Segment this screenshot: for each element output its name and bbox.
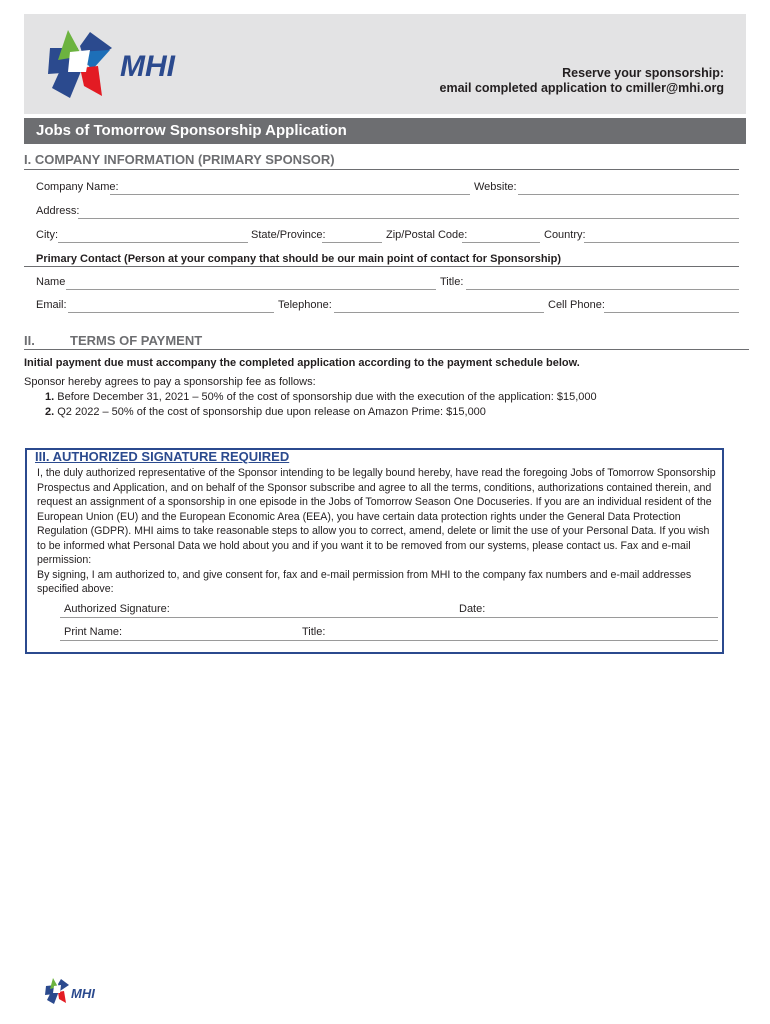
- state-label: State/Province:: [251, 229, 326, 241]
- name-field[interactable]: [66, 289, 436, 290]
- reserve-note: [440, 66, 724, 96]
- website-label: Website:: [474, 181, 517, 193]
- zip-field[interactable]: [462, 242, 540, 243]
- page-title: Jobs of Tomorrow Sponsorship Application: [36, 122, 347, 139]
- divider: [24, 349, 749, 350]
- authorization-paragraph: I, the duly authorized representative of the Sponsor intending to be legally bound hereby, have read the foregoing Jobs of Tomorrow Sponsorship Prospectus and Application, and on behalf of the Sponsor subscribe and agree to all the terms, conditions, authorizations contained therein, and request an assignment of a sponsorship in one episode in the Jobs of Tomorrow Season One Docuseries. If you are an individual resident of the European Union (EU) and the European Economic Area (EEA), you have certain data protection rights under the General Data Protection Regulation (GDPR). MHI aims to take reasonable steps to allow you to correct, amend, delete or limit the use of your Personal Data. If you wish to be informed what Personal Data we hold about you and if you want it to be removed from our systems, please contact us. Fax and e-mail permission:: [37, 467, 716, 566]
- telephone-field[interactable]: [334, 312, 544, 313]
- footer-wordmark: MHI: [71, 986, 95, 1001]
- section2-number: II.: [24, 333, 35, 348]
- country-label: Country:: [544, 229, 586, 241]
- star-icon: [45, 978, 69, 1004]
- section3-heading: III. AUTHORIZED SIGNATURE REQUIRED: [35, 449, 290, 464]
- item-number: 2.: [45, 406, 55, 418]
- consent-paragraph: By signing, I am authorized to, and give consent for, fax and e-mail permission from MHI to the company fax numbers and e-mail addresses specified above:: [37, 568, 692, 595]
- state-field[interactable]: [322, 242, 382, 243]
- company-name-label: Company Name:: [36, 181, 119, 193]
- email-label: Email:: [36, 299, 67, 311]
- star-icon: [48, 30, 112, 98]
- country-field[interactable]: [584, 242, 739, 243]
- payment-intro: Initial payment due must accompany the completed application according to the payment schedule below.: [24, 357, 580, 369]
- primary-contact-label: Primary Contact (Person at your company that should be our main point of contact for Sponsorship): [36, 253, 561, 265]
- company-name-field[interactable]: [110, 194, 470, 195]
- print-name-field[interactable]: [60, 640, 718, 641]
- telephone-label: Telephone:: [278, 299, 332, 311]
- mhi-logo: [40, 26, 230, 106]
- payment-item-2: [45, 405, 486, 420]
- item-text: Q2 2022 – 50% of the cost of sponsorship due upon release on Amazon Prime: $15,000: [57, 406, 486, 418]
- divider: [24, 266, 739, 267]
- payment-agree: Sponsor hereby agrees to pay a sponsorship fee as follows:: [24, 376, 316, 388]
- logo-wordmark: MHI: [120, 50, 175, 83]
- section2-heading: TERMS OF PAYMENT: [70, 333, 203, 348]
- item-number: 1.: [45, 391, 55, 403]
- website-field[interactable]: [518, 194, 739, 195]
- city-field[interactable]: [58, 242, 248, 243]
- address-field[interactable]: [78, 218, 739, 219]
- auth-signature-label: Authorized Signature:: [64, 603, 170, 615]
- city-label: City:: [36, 229, 58, 241]
- payment-item-1: [45, 390, 597, 405]
- name-label: Name: [36, 276, 66, 288]
- date-label: Date:: [459, 603, 486, 615]
- zip-label: Zip/Postal Code:: [386, 229, 468, 241]
- print-name-label: Print Name:: [64, 626, 123, 638]
- section1-heading: I. COMPANY INFORMATION (PRIMARY SPONSOR): [24, 152, 335, 167]
- reserve-line2: email completed application to cmiller@mhi.org: [439, 81, 724, 95]
- reserve-line1: Reserve your sponsorship:: [562, 66, 724, 80]
- divider: [24, 169, 739, 170]
- signature-field[interactable]: [60, 617, 718, 618]
- title-field[interactable]: [466, 289, 739, 290]
- footer-logo: [44, 976, 116, 1006]
- email-field[interactable]: [68, 312, 274, 313]
- title-band: [24, 118, 746, 144]
- item-text: Before December 31, 2021 – 50% of the cost of sponsorship due with the execution of the application: $15,000: [57, 391, 597, 403]
- cell-phone-label: Cell Phone:: [548, 299, 605, 311]
- authorization-text: [37, 466, 717, 597]
- address-label: Address:: [36, 205, 80, 217]
- cell-phone-field[interactable]: [604, 312, 739, 313]
- sig-title-label: Title:: [302, 626, 326, 638]
- title-label: Title:: [440, 276, 464, 288]
